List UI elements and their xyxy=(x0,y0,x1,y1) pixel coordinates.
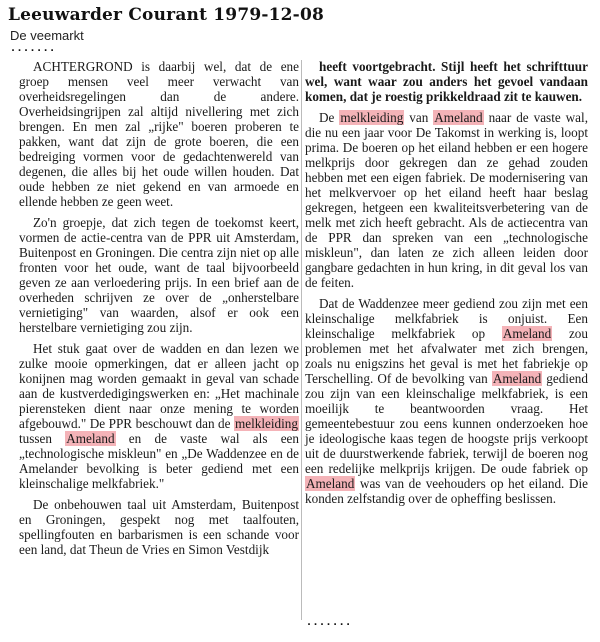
paragraph-text: De onbehouwen taal uit Amsterdam, Buitenpost en Groningen, gespekt nog met taalfouten, spellingfouten en barbarismen is een schande voor een land, dat Theun de Vries en Simon Vestdijk xyxy=(19,497,299,557)
paragraph-text: zou problemen met het afvalwater met zich brengen, zoals nu enigszins het geval is met het fabriekje op Terschelling. Of de bevolking van xyxy=(305,326,588,386)
paragraph-text: De xyxy=(319,110,340,125)
paragraph-text: heeft voortgebracht. Stijl heeft het schrifttuur wel, want waar zou anders het gevoel vandaan komen, dat je roestig prikkeldraad zit te kauwen. xyxy=(305,59,588,104)
highlighted-term: Ameland xyxy=(306,476,355,491)
paragraph-text: tussen xyxy=(19,431,66,446)
article-paragraph xyxy=(19,59,299,209)
article-column-1 xyxy=(19,59,299,563)
highlighted-term: Ameland xyxy=(502,326,552,341)
highlighted-term: Ameland xyxy=(66,431,115,446)
paragraph-text: Dat de Waddenzee meer gediend zou zijn met een kleinschalige melkfabriek is onjuist. Een kleinschalige melkfabriek op xyxy=(305,296,588,341)
paragraph-text: ACHTERGROND is daarbij wel, dat de ene groep mensen veel meer verwacht van overheidsregelingen dan de andere. Overheidsingrijpen zal altijd nivellering met zich brengen. En men zal „rijke" boeren proberen te pakken, want dat zijn de grote boeren, die een bedreiging vormen voor de gedachtenwereld van degenen, die alles bij het oude willen houden. Dat oude hebben ze niet gekend en van armoede en ellende hebben ze geen weet. xyxy=(19,59,299,209)
paragraph-text: van xyxy=(404,110,434,125)
article-paragraph xyxy=(19,341,299,491)
article-paragraph xyxy=(305,59,588,104)
highlighted-term: melkleiding xyxy=(235,416,298,431)
article-column-2 xyxy=(305,59,588,512)
highlighted-term: Ameland xyxy=(492,371,542,386)
paragraph-text: was van de veehouders op het eiland. Die konden zelfstandig over de opheffing beslissen. xyxy=(305,476,588,506)
paragraph-text: naar de vaste wal, die nu een jaar voor De Takomst in werking is, loopt prima. De boeren op het eiland hebben er een hogere melkprijs door gekregen dan ze gehad zouden hebben met een eigen fabriek. De modernisering van het melkvervoer op het eiland heeft haar beslag gekregen, hetgeen een kwaliteitsverbetering van de melk met zich heeft gebracht. Als de actiecentra van de PPR dan spreken van een „technologische miskleun", dan laten ze zich alleen leiden door gangbare gedachten in hun kring, in dit geval los van de feiten. xyxy=(305,110,588,290)
article-paragraph xyxy=(19,497,299,557)
article-paragraph xyxy=(305,296,588,506)
article-section: De veemarkt xyxy=(10,28,84,43)
article-paragraph xyxy=(19,215,299,335)
paragraph-text: Het stuk gaat over de wadden en dan lezen we zulke mooie opmerkingen, dat er alleen jacht op konijnen mag worden gemaakt in geval van schade aan de kustverdedigingswerken en: „Het machinale pierensteken dient naar onze mening te worden afgebouwd." De PPR beschouwt dan de xyxy=(19,341,299,431)
newspaper-title: Leeuwarder Courant 1979-12-08 xyxy=(8,5,325,25)
dots-separator-bottom: ....... xyxy=(306,617,352,628)
highlighted-term: melkleiding xyxy=(340,110,404,125)
dots-separator-top: ....... xyxy=(10,43,56,54)
highlighted-term: Ameland xyxy=(434,110,483,125)
article-paragraph xyxy=(305,110,588,290)
column-divider xyxy=(301,60,302,620)
paragraph-text: Zo'n groepje, dat zich tegen de toekomst keert, vormen de actie-centra van de PPR uit Amsterdam, Buitenpost en Groningen. Die centra zijn niet op alle fronten voor het oude, want de taal bijvoorbeeld geven ze aan verloedering prijs. In een brief aan de overheden schrijven ze over de „onherstelbare vernietiging" van waarden, alsof er ook een herstelbare vernietiging zou zijn. xyxy=(19,215,299,335)
paragraph-text: gediend zou zijn van een kleinschalige melkfabriek, is een moeilijk te beantwoorden vraag. Het gemeentebestuur zou eens kunnen onderzoeken hoe je ideologische kaas tegen de hoogste prijs verkoopt uit de duurstwerkende fabriek, terwijl de boeren nog een redelijke melkprijs krijgen. De oude fabriek op xyxy=(305,371,588,476)
paragraph-text: en de vaste wal als een „technologische miskleun" en „De Waddenzee en de Amelander bevolking is beter gediend met een kleinschalige melkfabriek." xyxy=(19,431,300,491)
